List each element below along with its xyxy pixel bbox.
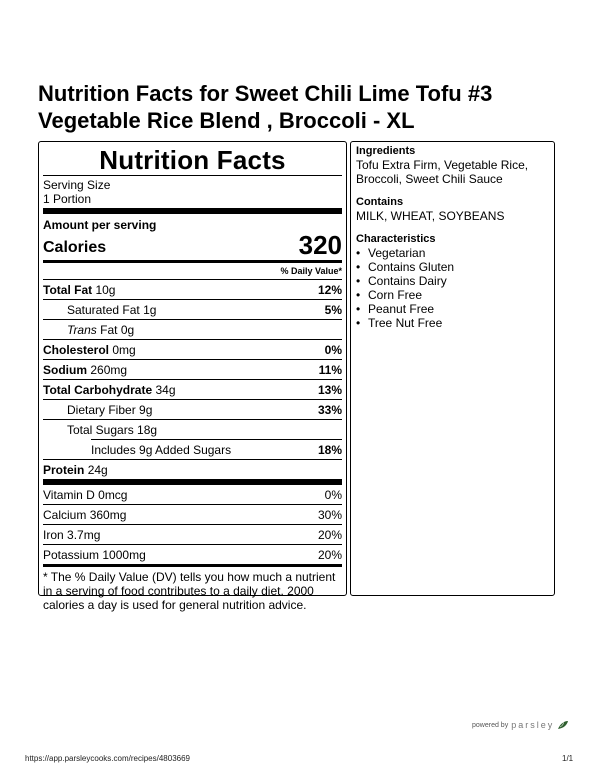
nutrient-name: Dietary Fiber (67, 402, 136, 417)
calories-label: Calories (43, 239, 107, 256)
nutrient-amount: 0g (120, 322, 135, 337)
nutrient-row-trans-fat (43, 319, 342, 339)
nutrient-dv: 0% (324, 342, 342, 357)
vitamin-row-potassium (43, 544, 342, 564)
vitamin-name: Iron (43, 527, 64, 542)
vitamin-amount: 0mcg (98, 487, 128, 502)
nutrient-name: Sodium (43, 362, 87, 377)
page-url: https://app.parsleycooks.com/recipes/4803669 (25, 754, 190, 763)
nutrient-amount: 260mg (90, 362, 128, 377)
nutrient-name-italic: Trans (67, 322, 97, 337)
serving-size-label: Serving Size (43, 178, 111, 192)
ingredients-text: Tofu Extra Firm, Vegetable Rice, Broccoli, Sweet Chili Sauce (356, 158, 529, 186)
characteristics-list (356, 246, 549, 330)
list-item: • Contains Gluten (356, 260, 549, 274)
nutrient-row-protein (43, 459, 342, 479)
calories-row (43, 232, 342, 258)
nutrient-amount: 1g (143, 302, 157, 317)
nutrient-row-total-sugars (43, 419, 342, 439)
nutrient-name: Total Sugars (67, 422, 134, 437)
ingredients-heading: Ingredients (356, 145, 416, 157)
vitamin-amount: 360mg (89, 507, 127, 522)
daily-value-footnote: * The % Daily Value (DV) tells you how much a nutrient in a serving of food contributes to a daily diet. 2000 calories a day is used for general nutrition advice. (43, 570, 336, 612)
vitamin-dv: 20% (317, 527, 342, 542)
nutrient-dv: 5% (324, 302, 342, 317)
nutrient-name: Total Carbohydrate (43, 382, 153, 397)
nutrient-amount: 10g (95, 282, 116, 297)
parsley-leaf-icon (557, 720, 569, 730)
amount-per-serving: Amount per serving (43, 218, 157, 232)
nutrient-row-cholesterol (43, 339, 342, 359)
nutrient-name: Saturated Fat (67, 302, 140, 317)
nutrient-row-total-carbohydrate (43, 379, 342, 399)
serving-size (43, 176, 342, 206)
nutrient-row-sodium (43, 359, 342, 379)
nutrient-dv: 33% (317, 402, 342, 417)
vitamin-amount: 3.7mg (67, 527, 101, 542)
nutrient-name: Fat (100, 322, 118, 337)
page-number: 1/1 (562, 754, 574, 763)
nutrient-amount: 9g (139, 402, 153, 417)
nutrient-name: Protein (43, 462, 85, 477)
nutrient-amount: 24g (87, 462, 108, 477)
nutrient-dv: 12% (317, 282, 342, 297)
nutrient-dv: 18% (317, 442, 342, 457)
vitamin-dv: 30% (317, 507, 342, 522)
powered-by-text: powered by (472, 721, 509, 729)
vitamin-row-iron (43, 524, 342, 544)
nutrient-row-total-fat (43, 279, 342, 299)
powered-by-badge (472, 720, 569, 730)
nutrient-dv: 11% (318, 362, 342, 377)
characteristics-heading: Characteristics (356, 233, 436, 245)
nutrient-name: Total Fat (43, 282, 93, 297)
vitamin-dv: 20% (317, 547, 342, 562)
calories-value: 320 (298, 230, 342, 260)
vitamin-name: Potassium (43, 547, 100, 562)
vitamin-name: Calcium (43, 507, 87, 522)
contains-text: MILK, WHEAT, SOYBEANS (356, 209, 505, 223)
brand-name: parsley (511, 720, 555, 730)
list-item: • Peanut Free (356, 302, 549, 316)
nutrient-name: Includes 9g Added Sugars (91, 442, 232, 457)
nutrition-label (38, 141, 347, 612)
nutrition-facts-heading: Nutrition Facts (99, 145, 286, 175)
nutrient-amount: 0mg (112, 342, 136, 357)
info-panel (350, 141, 555, 596)
nutrient-row-added-sugars (91, 439, 342, 459)
vitamin-row-calcium (43, 504, 342, 524)
vitamin-amount: 1000mg (102, 547, 146, 562)
list-item: • Corn Free (356, 288, 549, 302)
daily-value-header: % Daily Value* (280, 266, 342, 276)
vitamin-row-vitamin-d (43, 485, 342, 504)
list-item: • Vegetarian (356, 246, 549, 260)
nutrient-name: Cholesterol (43, 342, 110, 357)
page-title: Nutrition Facts for Sweet Chili Lime Tofu #3 Vegetable Rice Blend , Broccoli - XL (38, 81, 493, 133)
nutrient-amount: 34g (155, 382, 176, 397)
vitamin-name: Vitamin D (43, 487, 95, 502)
vitamin-dv: 0% (324, 487, 342, 502)
nutrient-row-dietary-fiber (43, 399, 342, 419)
nutrient-amount: 18g (137, 422, 158, 437)
contains-heading: Contains (356, 196, 404, 208)
list-item: • Tree Nut Free (356, 316, 549, 330)
nutrient-row-saturated-fat (43, 299, 342, 319)
serving-size-value: 1 Portion (43, 192, 92, 206)
list-item: • Contains Dairy (356, 274, 549, 288)
nutrient-dv: 13% (317, 382, 342, 397)
